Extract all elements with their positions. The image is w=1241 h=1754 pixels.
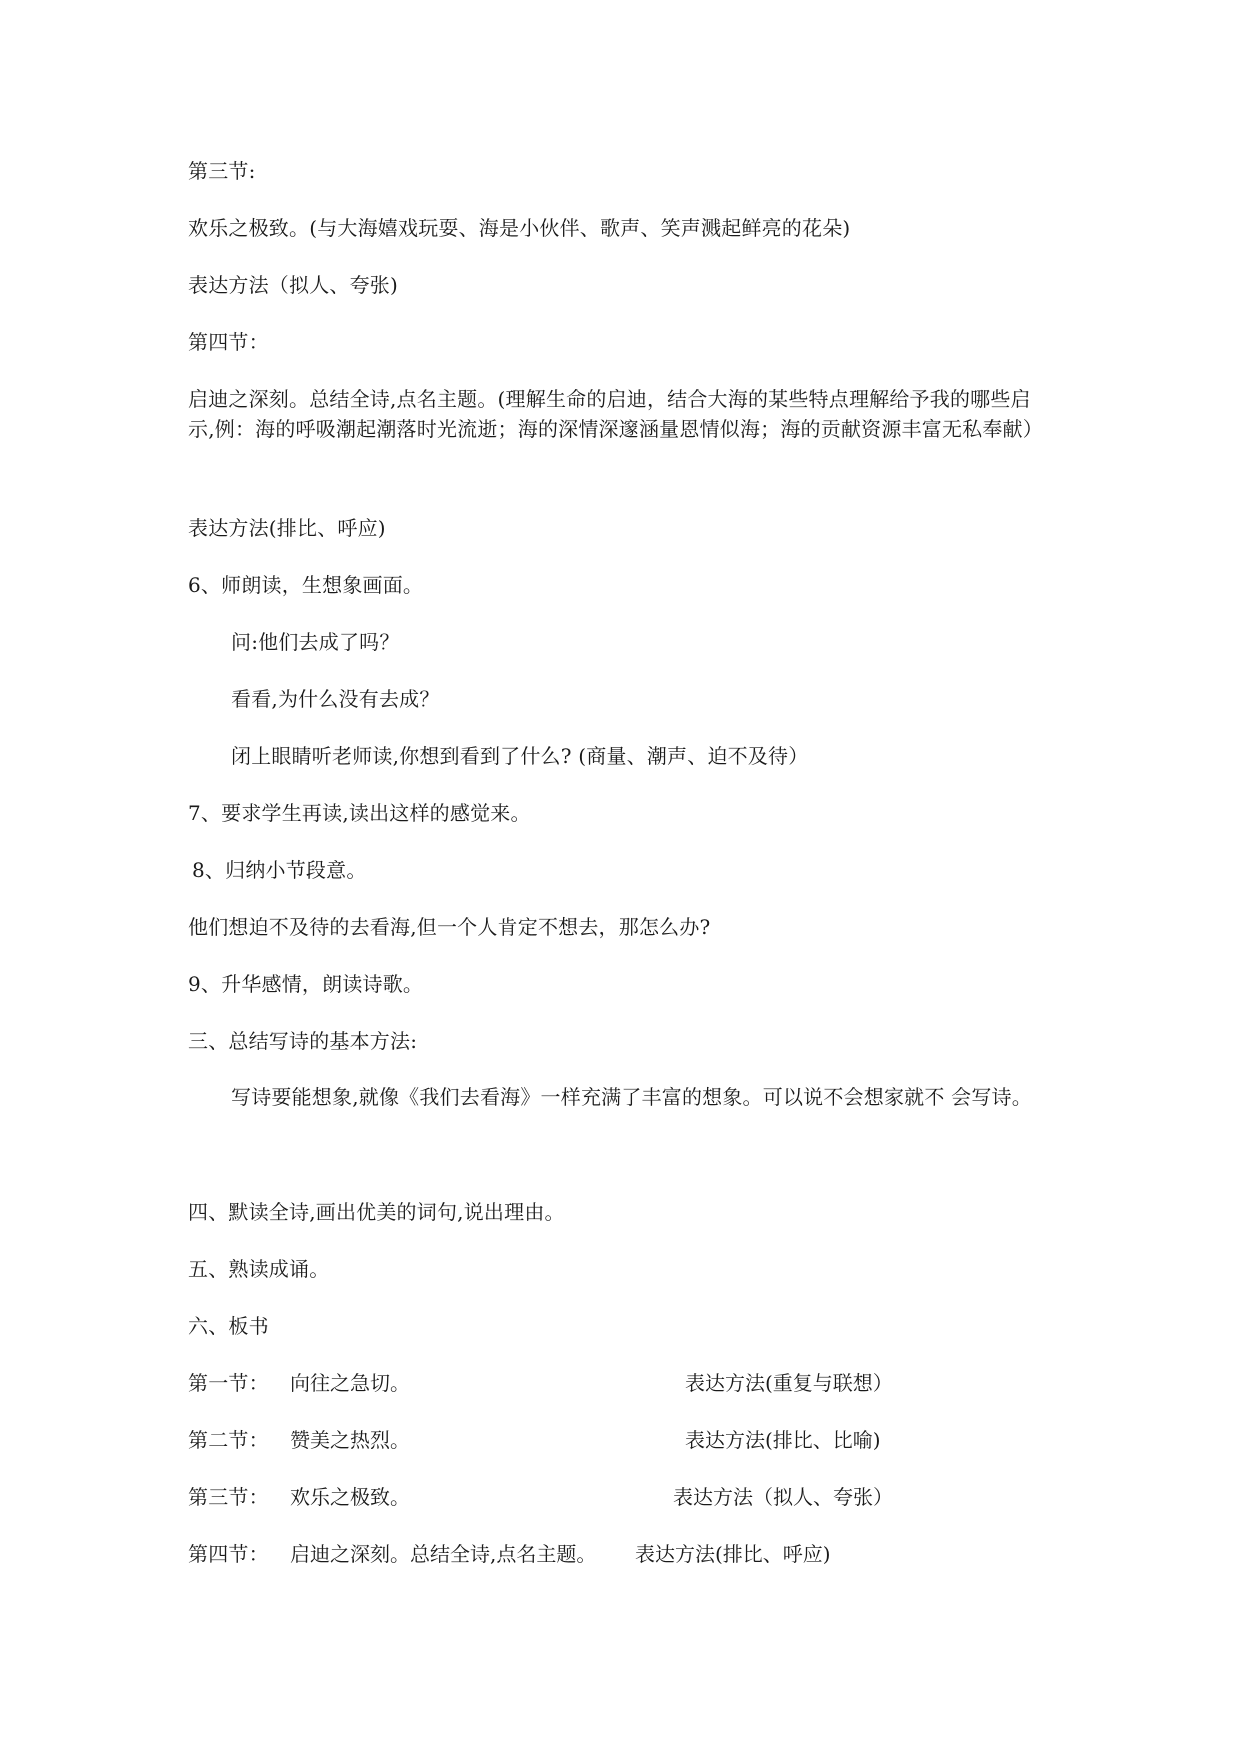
board-row-method: 表达方法(排比、比喻) — [685, 1428, 881, 1452]
paragraph: 看看,为什么没有去成？ — [231, 687, 440, 711]
paragraph: 表达方法（拟人、夸张) — [188, 273, 399, 297]
board-row-theme: 欢乐之极致。 — [290, 1485, 410, 1509]
board-row-theme: 赞美之热烈。 — [290, 1428, 410, 1452]
board-row-section: 第二节： — [188, 1428, 269, 1452]
board-row-method: 表达方法(重复与联想） — [685, 1371, 893, 1395]
paragraph: 写诗要能想象,就像《我们去看海》一样充满了丰富的想象。可以说不会想家就不 会写诗。 — [231, 1085, 1032, 1109]
board-row-section: 第四节： — [188, 1542, 269, 1566]
paragraph: 闭上眼睛听老师读,你想到看到了什么? (商量、潮声、迫不及待） — [231, 744, 809, 768]
paragraph: 问:他们去成了吗？ — [231, 630, 400, 654]
paragraph: 启迪之深刻。总结全诗,点名主题。(理解生命的启迪，结合大海的某些特点理解给予我的哪些启示,例：海的呼吸潮起潮落时光流逝；海的深情深邃涵量恩情似海；海的贡献资源丰富无私奉献） — [188, 387, 1043, 441]
board-row-theme: 向往之急切。 — [290, 1371, 410, 1395]
section-heading: 四、默读全诗,画出优美的词句,说出理由。 — [188, 1200, 565, 1224]
board-row-theme: 启迪之深刻。总结全诗,点名主题。 — [290, 1542, 597, 1566]
list-item: 7、要求学生再读,读出这样的感觉来。 — [188, 801, 531, 825]
list-item: 8、归纳小节段意。 — [192, 858, 367, 882]
section-heading-4: 第四节： — [188, 330, 269, 354]
section-heading: 三、总结写诗的基本方法: — [188, 1029, 418, 1053]
section-heading: 六、板书 — [188, 1314, 269, 1338]
paragraph: 他们想迫不及待的去看海,但一个人肯定不想去，那怎么办? — [188, 915, 711, 939]
board-row-method: 表达方法(排比、呼应) — [635, 1542, 831, 1566]
board-row-section: 第三节： — [188, 1485, 269, 1509]
list-item: 6、师朗读，生想象画面。 — [188, 573, 424, 597]
board-row-section: 第一节： — [188, 1371, 269, 1395]
paragraph: 欢乐之极致。(与大海嬉戏玩耍、海是小伙伴、歌声、笑声溅起鲜亮的花朵) — [188, 216, 851, 240]
list-item: 9、升华感情，朗读诗歌。 — [188, 972, 424, 996]
board-row-method: 表达方法（拟人、夸张） — [673, 1485, 893, 1509]
paragraph: 表达方法(排比、呼应) — [188, 516, 386, 540]
section-heading-3: 第三节: — [188, 159, 256, 183]
section-heading: 五、熟读成诵。 — [188, 1257, 330, 1281]
